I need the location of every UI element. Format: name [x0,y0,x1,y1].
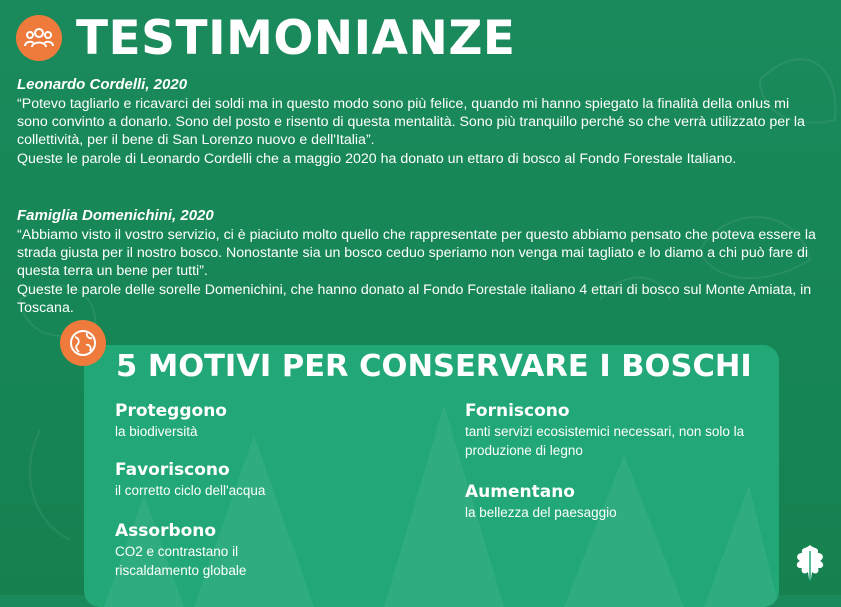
oak-leaf-icon [787,541,833,587]
testimonial-author: Famiglia Domenichini, 2020 [17,207,214,224]
reason-item [115,460,425,501]
reason-text: la bellezza del paesaggio [465,505,617,520]
reason-heading: Assorbono [115,521,217,541]
globe-icon [60,320,106,366]
reason-heading: Forniscono [465,401,570,421]
reason-heading: Aumentano [465,482,575,502]
reason-text: il corretto ciclo dell'acqua [115,483,266,498]
reasons-title: 5 MOTIVI PER CONSERVARE I BOSCHI [116,349,752,384]
reason-text: la biodiversità [115,424,198,439]
reason-text: tanti servizi ecosistemici necessari, non solo la produzione di legno [465,424,745,458]
testimonial-note: Queste le parole delle sorelle Domenichini, che hanno donato al Fondo Forestale italiano 4 ettari di bosco sul Monte Amiata, in Toscana. [17,281,812,316]
reason-item [115,521,315,580]
testimonial-block [17,206,817,317]
reason-heading: Favoriscono [115,460,230,480]
testimonial-block [17,75,817,168]
testimonial-quote: “Abbiamo visto il vostro servizio, ci è piaciuto molto quello che rappresentate per questo abbiamo pensato che poteva essere la strada giusta per il nostro bosco. Nonostante sia un bosco ceduo speriamo non venga mai tagliato e lo diamo a chi può fare di questa terra un bene per tutti”. [17,227,816,280]
reason-item [115,401,425,442]
page-title: TESTIMONIANZE [76,10,516,66]
testimonial-author: Leonardo Cordelli, 2020 [17,76,188,93]
testimonial-note: Queste le parole di Leonardo Cordelli che a maggio 2020 ha donato un ettaro di bosco al Fondo Forestale Italiano. [17,150,737,167]
reason-text: CO2 e contrastano il riscaldamento globale [115,544,247,578]
reason-item [465,482,775,523]
reason-item [465,401,775,460]
page-header [16,10,516,66]
people-group-icon [16,15,62,61]
reason-heading: Proteggono [115,401,227,421]
testimonial-quote: “Potevo tagliarlo e ricavarci dei soldi ma in questo modo sono più felice, quando mi hanno spiegato la finalità della onlus mi sono convinto a donarlo. Sono del posto e risento di questa mentalità. Sono più tranquillo perché so che verrà utilizzato per la collettività, per il bene di San Lorenzo nuovo e dell'Italia”. [17,96,805,149]
